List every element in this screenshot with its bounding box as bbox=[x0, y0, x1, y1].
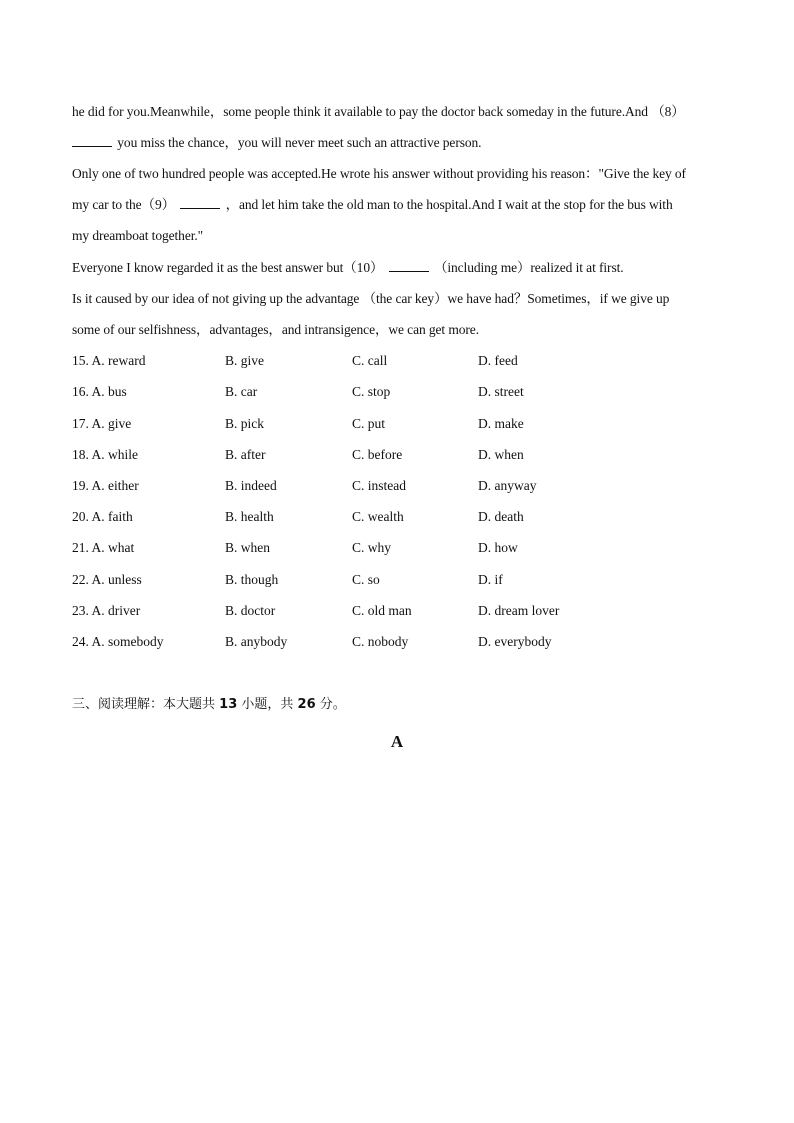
option-b[interactable]: B. pick bbox=[225, 416, 264, 431]
option-d[interactable]: D. how bbox=[478, 540, 518, 555]
option-c[interactable]: C. why bbox=[352, 540, 392, 555]
option-b[interactable]: B. doctor bbox=[225, 603, 276, 618]
option-c[interactable]: C. call bbox=[352, 353, 388, 368]
section-total-score: 26 bbox=[297, 697, 316, 712]
option-c[interactable]: C. instead bbox=[352, 478, 406, 493]
passage-line-4-start: my car to the（9） bbox=[72, 197, 175, 212]
option-c[interactable]: C. put bbox=[352, 416, 386, 431]
option-b[interactable]: B. when bbox=[225, 540, 270, 555]
option-b[interactable]: B. after bbox=[225, 447, 266, 462]
option-a[interactable]: 18. A. while bbox=[72, 447, 138, 462]
option-c[interactable]: C. stop bbox=[352, 384, 391, 399]
section-question-count: 13 bbox=[219, 697, 238, 712]
option-b[interactable]: B. though bbox=[225, 572, 279, 587]
answer-blank-10[interactable] bbox=[389, 259, 429, 272]
section-heading-prefix: 三、阅读理解：本大题共 bbox=[72, 697, 216, 712]
option-d[interactable]: D. feed bbox=[478, 353, 518, 368]
option-d[interactable]: D. everybody bbox=[478, 634, 552, 649]
section-heading bbox=[72, 696, 346, 714]
passage-line-3: Only one of two hundred people was accepted.He wrote his answer without providing his reason："Give the key of bbox=[72, 166, 686, 181]
passage-line-6-start: Everyone I know regarded it as the best answer but（10） bbox=[72, 260, 384, 275]
option-b[interactable]: B. anybody bbox=[225, 634, 288, 649]
option-a[interactable]: 15. A. reward bbox=[72, 353, 146, 368]
option-c[interactable]: C. so bbox=[352, 572, 380, 587]
answer-blank-8[interactable] bbox=[72, 134, 112, 147]
passage-line-2-text: you miss the chance，you will never meet such an attractive person. bbox=[117, 135, 482, 150]
passage-line-6-end: （including me）realized it at first. bbox=[433, 260, 624, 275]
section-heading-suffix: 分。 bbox=[319, 697, 346, 712]
option-c[interactable]: C. before bbox=[352, 447, 403, 462]
option-d[interactable]: D. dream lover bbox=[478, 603, 560, 618]
option-b[interactable]: B. health bbox=[225, 509, 274, 524]
option-d[interactable]: D. when bbox=[478, 447, 524, 462]
option-d[interactable]: D. anyway bbox=[478, 478, 537, 493]
passage-line-2 bbox=[72, 134, 481, 152]
option-d[interactable]: D. make bbox=[478, 416, 524, 431]
option-a[interactable]: 21. A. what bbox=[72, 540, 135, 555]
option-c[interactable]: C. wealth bbox=[352, 509, 404, 524]
option-a[interactable]: 17. A. give bbox=[72, 416, 132, 431]
option-a[interactable]: 20. A. faith bbox=[72, 509, 133, 524]
option-a[interactable]: 19. A. either bbox=[72, 478, 139, 493]
option-a[interactable]: 23. A. driver bbox=[72, 603, 141, 618]
passage-line-1: he did for you.Meanwhile，some people think it available to pay the doctor back someday in the future.And （8） bbox=[72, 104, 685, 119]
option-a[interactable]: 24. A. somebody bbox=[72, 634, 164, 649]
passage-a-heading: A bbox=[390, 732, 404, 751]
option-d[interactable]: D. death bbox=[478, 509, 524, 524]
passage-line-5: my dreamboat together." bbox=[72, 228, 204, 243]
option-c[interactable]: C. nobody bbox=[352, 634, 409, 649]
passage-line-4-end: ，and let him take the old man to the hospital.And I wait at the stop for the bus with bbox=[225, 197, 673, 212]
passage-line-7: Is it caused by our idea of not giving up the advantage （the car key）we have had？Sometimes，if we give up bbox=[72, 291, 670, 306]
option-d[interactable]: D. street bbox=[478, 384, 524, 399]
option-a[interactable]: 22. A. unless bbox=[72, 572, 142, 587]
section-heading-mid: 小题，共 bbox=[241, 697, 294, 712]
passage-line-4 bbox=[72, 196, 673, 214]
answer-blank-9[interactable] bbox=[180, 196, 220, 209]
option-b[interactable]: B. give bbox=[225, 353, 264, 368]
option-b[interactable]: B. indeed bbox=[225, 478, 277, 493]
passage-line-6 bbox=[72, 259, 624, 277]
passage-line-8: some of our selfishness，advantages，and intransigence，we can get more. bbox=[72, 322, 479, 337]
option-b[interactable]: B. car bbox=[225, 384, 258, 399]
option-c[interactable]: C. old man bbox=[352, 603, 412, 618]
option-d[interactable]: D. if bbox=[478, 572, 503, 587]
option-a[interactable]: 16. A. bus bbox=[72, 384, 127, 399]
